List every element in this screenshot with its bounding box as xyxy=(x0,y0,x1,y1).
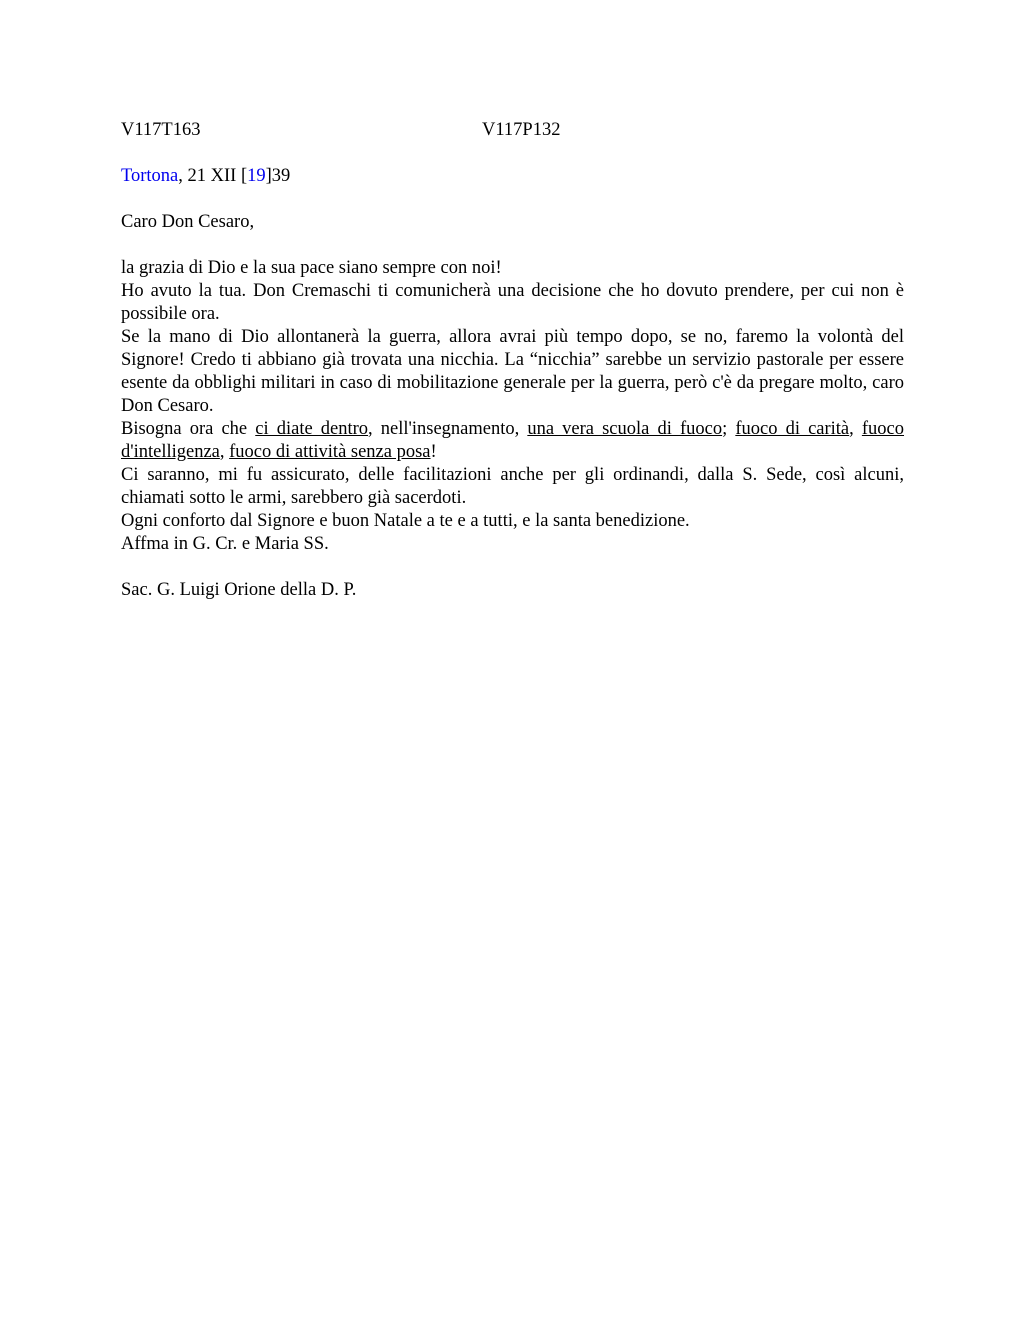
text-segment: Bisogna ora che xyxy=(121,419,256,439)
body-paragraph-2: Ho avuto la tua. Don Cremaschi ti comunicherà una decisione che ho dovuto prendere, per cui non è possibile ora. xyxy=(121,281,904,324)
closing-line: Affma in G. Cr. e Maria SS. xyxy=(121,534,329,554)
body-paragraph-5: Ci saranno, mi fu assicurato, delle facilitazioni anche per gli ordinandi, dalla S. Sede, così alcuni, chiamati sotto le armi, sarebbero già sacerdoti. xyxy=(121,465,904,508)
document-id-page: V117P132 xyxy=(482,120,561,140)
dateline xyxy=(121,165,904,188)
document-ids xyxy=(121,119,904,142)
underlined-phrase: una vera scuola di fuoco xyxy=(527,419,723,439)
underlined-phrase: fuoco d'intelligenza xyxy=(121,419,905,462)
underlined-phrase: fuoco di attività senza posa xyxy=(229,442,431,462)
place-link[interactable]: Tortona xyxy=(121,166,179,186)
text-segment: ! xyxy=(430,442,437,462)
body-paragraph-4 xyxy=(121,418,904,464)
letter-body xyxy=(121,257,904,556)
salutation: Caro Don Cesaro, xyxy=(121,212,255,232)
year-link[interactable]: 19 xyxy=(247,166,266,186)
text-segment: , xyxy=(219,442,230,462)
date-part-a: , 21 XII [ xyxy=(178,166,248,186)
body-paragraph-1: la grazia di Dio e la sua pace siano sempre con noi! xyxy=(121,258,502,278)
underlined-phrase: fuoco di carità xyxy=(735,419,850,439)
signature: Sac. G. Luigi Orione della D. P. xyxy=(121,580,357,600)
underlined-phrase: ci diate dentro xyxy=(255,419,369,439)
body-paragraph-6: Ogni conforto dal Signore e buon Natale a te e a tutti, e la santa benedizione. xyxy=(121,511,690,531)
date-part-b: ]39 xyxy=(265,166,291,186)
body-paragraph-3: Se la mano di Dio allontanerà la guerra, allora avrai più tempo dopo, se no, faremo la volontà del Signore! Credo ti abbiano già trovata una nicchia. La “nicchia” sarebbe un servizio pastorale per essere esente da obblighi militari in caso di mobilitazione generale per la guerra, però c'è da pregare molto, caro Don Cesaro. xyxy=(121,327,904,416)
document-id-text: V117T163 xyxy=(121,120,201,140)
letter-page xyxy=(121,119,904,602)
text-segment: ; xyxy=(722,419,736,439)
text-segment: , nell'insegnamento, xyxy=(368,419,528,439)
text-segment: , xyxy=(849,419,862,439)
